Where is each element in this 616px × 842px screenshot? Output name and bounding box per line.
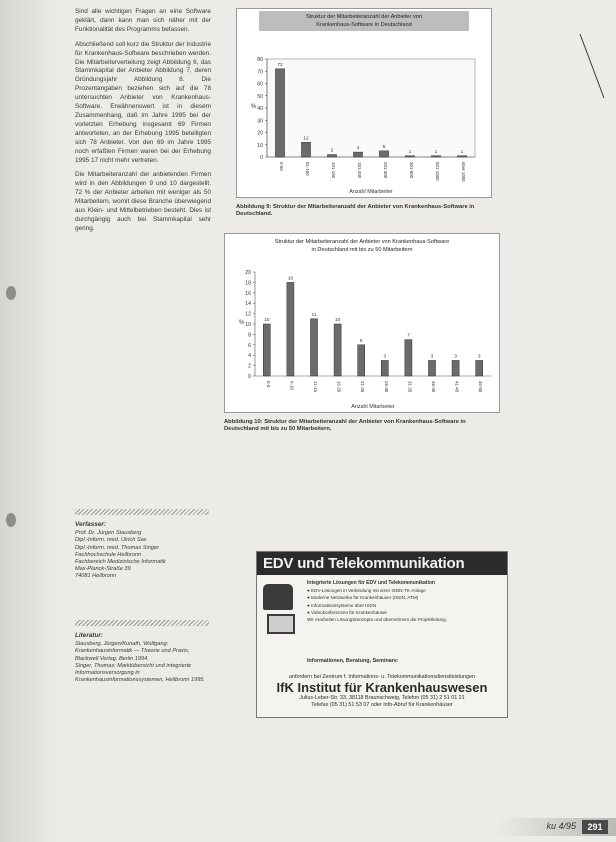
paragraph: Abschließend soll kurz die Struktur der Industrie für Krankenhaus-Software beschrieben werden. Die Mitarbeiterverteilung zeigt Abbildung 6, das Stammkapital der Anbieter Abbildung 7, deren Gründungsjahr Abbildung 8. Die Prozentangaben beziehen sich auf die 78 untersuchten Anbieter von Krankenhaus-Software. Erwähnenswert ist in diesem Zusammenhang, daß im Jahre 1995 bei der vorletzten Erhebung insgesamt 69 Firmen antworteten, an der Erhebung 1995 beteiligten sich 78 Anbieter. Von den 69 im Jahre 1995 noch erfaßten Firmen waren bei der Erhebung 1995 17 nicht mehr vertreten. [75,40,211,164]
author-line: Dipl.-Inform. med. Thomas Singer [75,544,159,551]
y-tick-label: 18 [245,280,251,287]
x-tick-label: 26-30 [383,381,389,393]
chart-title: Struktur der Mitarbeiteranzahl der Anbieter von Krankenhaus-Software [274,239,450,245]
x-tick-label: 41-45 [454,381,460,393]
ad-note: Wir erarbeiten Lösungskonzepte und übernehmen die Projektleitung. [307,617,447,623]
paragraph: Die Mitarbeiteranzahl der anbietenden Firmen wird in den Abbildungen 9 und 10 dargestellt. 72 % der Anbieter arbeiten mit weniger als 50 Mitarbeitern, womit diese Branche überwiegend aus Klein- und Mittelbetrieben besteht. Dies ist durchgängig auch bei Stammkapital sehr gering. [75,171,211,232]
y-tick-label: 10 [257,142,263,149]
y-tick-label: 6 [248,342,251,349]
x-axis-label: Anzahl Mitarbeiter [349,189,393,195]
x-tick-label: 201-300 [383,162,388,179]
ad-company-name: IfK Institut für Krankenhauswesen [276,680,488,695]
bar-value-label: 10 [334,318,341,323]
y-tick-label: 80 [257,57,263,63]
author-line: Dipl.-Inform. med. Ulrich Sax [75,537,147,544]
y-axis-label: % [239,320,245,326]
authors-block [75,521,213,581]
bar-value-label: 3 [383,354,387,360]
chart-svg [237,9,491,197]
author-line: Prof. Dr. Jürgen Stausberg [75,530,142,537]
bar-value-label: 72 [277,62,283,68]
bar-value-label: 18 [287,276,294,282]
computer-icon [267,614,295,634]
y-tick-label: 12 [245,311,251,318]
x-tick-label: 11-15 [313,381,318,392]
x-tick-label: 101-150 [331,162,336,179]
ad-bullet: ● Moderne Netzwerke für Krankenhäuser (ISDN, ATM) [307,595,419,601]
author-line: Max-Planck-Straße 39 [75,566,131,573]
y-tick-label: 60 [257,81,263,88]
chart-title: Krankenhaus-Software in Deutschland [316,22,412,28]
x-tick-label: 0-50 [279,162,284,171]
y-axis-label: % [251,104,257,110]
x-tick-label: 46-50 [478,381,484,393]
authors-heading: Verfasser: [75,521,107,528]
y-tick-label: 20 [245,270,251,276]
y-tick-label: 0 [260,155,263,161]
y-tick-label: 4 [248,353,251,360]
ad-tagline: Integrierte Lösungen für EDV und Telekommunikation [307,580,435,586]
literature-heading: Literatur: [75,632,104,639]
chart-title: Struktur der Mitarbeiteranzahl der Anbieter von [306,14,422,20]
divider [75,509,209,515]
bar [287,282,294,376]
divider [75,620,209,626]
y-tick-label: 50 [257,93,263,100]
bar [310,319,317,376]
bar-value-label: 1 [408,149,412,155]
literature-list [75,641,213,684]
y-tick-label: 8 [248,332,251,339]
chart-figure-9 [236,8,492,198]
pen-mark [578,32,608,102]
ad-address-block [257,674,507,709]
y-tick-label: 70 [257,69,263,76]
bar [379,151,388,157]
literature-entry: Singer, Thomas: Marktübersicht und integrierte Informationsversorgung in Krankenhausinformationssystemen, Heilbronn 1995. [75,662,205,684]
ad-bullet: ● EDV-Lösungen in Verbindung mit einer ISDN-TK-Anlage [307,588,426,594]
y-tick-label: 20 [257,130,263,137]
bar [428,360,435,376]
figure-9-caption: Abbildung 9: Struktur der Mitarbeiteranzahl der Anbieter von Krankenhaus-Software in Deutschland. [236,204,475,218]
ad-address: Julius-Leber-Str. 33, 38118 Braunschweig, Telefon (05 31) 2 51 01 21 [299,695,465,701]
ad-bullet: ● Videokonferenzen für Krankenhäuser [307,609,388,615]
ad-bullets [307,580,502,623]
bar-value-label: 11 [311,312,317,318]
bar [334,324,341,376]
ad-address-intro: anfordern bei Zentrum f. Informations- u. Telekommunikationsdienstleistungen [289,674,475,680]
bar-value-label: 7 [407,333,410,339]
bar [301,142,310,157]
x-tick-label: über 1000 [461,162,466,182]
y-tick-label: 0 [248,374,251,380]
x-tick-label: 6-10 [289,381,295,390]
x-tick-label: 16-20 [336,381,342,393]
bar-value-label: 12 [303,136,309,142]
bar-value-label: 3 [454,354,457,360]
bar-value-label: 6 [359,338,363,344]
y-tick-label: 40 [257,106,263,112]
ad-headline: EDV und Telekommunikation [257,552,507,575]
chart-svg [225,234,499,412]
bar-value-label: 1 [434,149,438,155]
body-text-column [75,8,211,240]
x-tick-label: 501-1000 [435,162,440,181]
bar [275,69,284,157]
literature-block [75,632,213,684]
page-number: 291 [582,820,608,834]
page-footer [496,818,616,836]
x-tick-label: 21-25 [360,381,366,393]
bar-value-label: 10 [264,318,270,323]
telephone-icon [263,584,293,610]
bar [358,345,365,376]
chart-title: in Deutschland mit bis zu 50 Mitarbeitern [311,247,413,253]
bar-value-label: 3 [430,354,434,360]
author-line: Fachbereich Medizinische Informatik [75,559,166,566]
x-tick-label: 31-35 [407,381,413,393]
author-line: 74081 Heilbronn [75,573,117,580]
ad-bullet: ● Informationssysteme über ISDN [307,602,377,608]
ad-fax: Telefax (05 31) 51 53 07 oder Info-Abruf für Krankenhäuser [311,702,453,708]
y-tick-label: 30 [257,118,263,125]
y-tick-label: 16 [245,290,251,297]
literature-entry: Stausberg, Jürgen/Kunath, Wolfgang: Krankenhausinformatik — Theorie und Praxis, Blackwell Verlag, Berlin 1994. [75,641,190,662]
x-tick-label: 151-200 [357,162,362,179]
bar-value-label: 5 [382,144,386,150]
bar [405,340,412,376]
bar-value-label: 3 [477,354,481,360]
bar [457,156,466,157]
ad-bullet-list [307,587,502,616]
y-tick-label: 10 [245,322,251,328]
y-tick-label: 14 [245,301,251,308]
ifk-advertisement [256,551,508,718]
x-tick-label: 0-5 [265,381,271,388]
bar [431,156,440,157]
paragraph: Sind alle wichtigen Fragen an eine Software geklärt, dann kann man sich näher mit der Funktionalität des Programms befassen. [75,8,211,33]
bar [353,152,362,157]
x-axis-label: Anzahl Mitarbeiter [351,404,395,410]
bar-value-label: 4 [356,146,360,152]
bar-value-label: 2 [330,148,334,154]
bar [405,156,414,157]
figure-10-caption: Abbildung 10: Struktur der Mitarbeiteranzahl der Anbieter von Krankenhaus-Software in Deutschland mit bis zu 50 Mitarbeitern. [224,419,466,433]
ad-info-line: Informationen, Beratung, Seminare: [307,658,399,664]
authors-list [75,530,213,580]
x-tick-label: 301-500 [409,162,414,179]
bar [381,360,388,376]
bar [327,155,336,157]
author-line: Fachhochschule Heilbronn [75,551,142,558]
chart-figure-10 [224,233,500,413]
bar-value-label: 1 [460,149,464,155]
y-tick-label: 2 [248,363,251,370]
plot-area [267,59,475,157]
bar [263,324,270,376]
left-margin-bleed [0,0,62,842]
x-tick-label: 51-100 [305,162,310,176]
x-tick-label: 36-40 [431,381,436,393]
issue-label: ku 4/95 [546,821,576,831]
bar [452,360,459,376]
bar [476,360,483,376]
